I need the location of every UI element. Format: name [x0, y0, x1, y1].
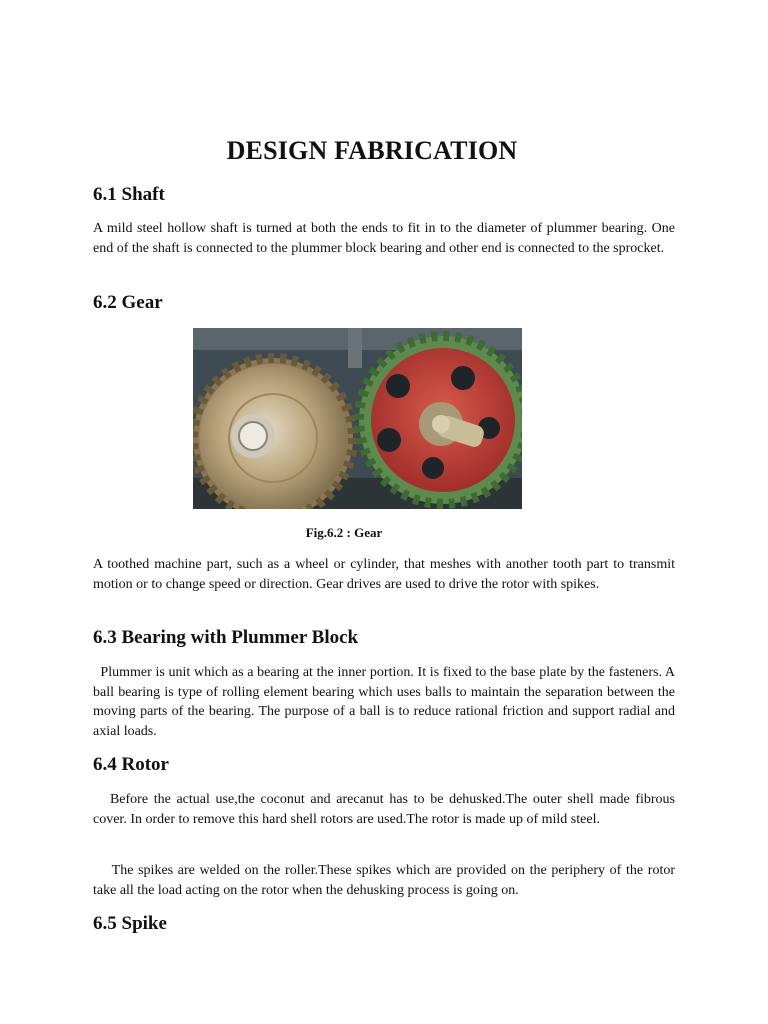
paragraph-rotor-2: The spikes are welded on the roller.These spikes which are provided on the periphery of the rotor take all the load acting on the rotor when the dehusking process is going on. — [93, 863, 679, 898]
paragraph-rotor-1: Before the actual use,the coconut and arecanut has to be dehusked.The outer shell made fibrous cover. In order to remove this hard shell rotors are used.The rotor is made up of mild steel. — [93, 792, 679, 827]
section-heading-gear: 6.2 Gear — [93, 292, 163, 313]
figure-caption: Fig.6.2 : Gear — [305, 525, 383, 540]
paragraph-shaft: A mild steel hollow shaft is turned at both the ends to fit in to the diameter of plummer bearing. One end of the shaft is connected to the plummer block bearing and other end is connected to the sprocket. — [93, 221, 675, 256]
section-heading-spike: 6.5 Spike — [93, 913, 167, 934]
paragraph-gear: A toothed machine part, such as a wheel or cylinder, that meshes with another tooth part to transmit motion or to change speed or direction. Gear drives are used to drive the rotor with spikes. — [93, 557, 675, 592]
section-heading-bearing: 6.3 Bearing with Plummer Block — [93, 627, 359, 648]
gear-figure-image — [193, 328, 522, 509]
page-title: DESIGN FABRICATION — [226, 136, 518, 165]
section-heading-rotor: 6.4 Rotor — [93, 754, 169, 775]
section-heading-shaft: 6.1 Shaft — [93, 184, 165, 205]
paragraph-bearing: Plummer is unit which as a bearing at the inner portion. It is fixed to the base plate by the fasteners. A ball bearing is type of rolling element bearing which uses balls to maintain the separation between the moving parts of the bearing. The purpose of a ball is to reduce rational friction and support radial and axial loads. — [93, 665, 679, 739]
